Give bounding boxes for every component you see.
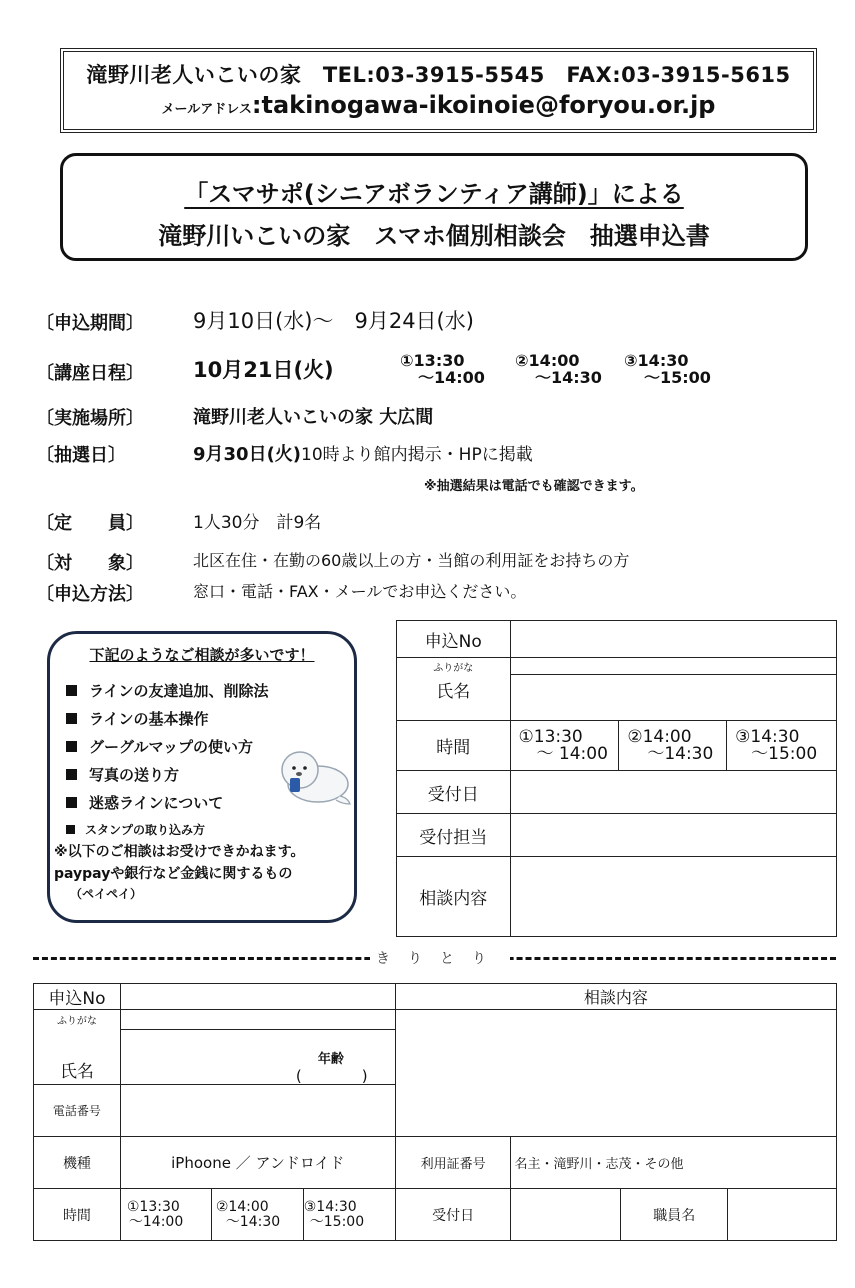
contact-email-line xyxy=(61,91,816,119)
receipt-model-value[interactable]: iPhoone ／ アンドロイド xyxy=(120,1137,395,1189)
target-value: 北区在住・在勤の60歳以上の方・当館の利用証をお持ちの方 xyxy=(193,551,630,570)
tips-note-1: ※以下のご相談はお受けできかねます。 xyxy=(54,844,305,860)
tips-item xyxy=(66,764,179,785)
time-label: 時間 xyxy=(397,721,511,771)
tips-item-label: 写真の送り方 xyxy=(89,766,180,784)
time-option-1-end: ～ 14:00 xyxy=(536,743,608,764)
receipt-name-field[interactable] xyxy=(120,1030,395,1085)
schedule-slot-1 xyxy=(400,352,485,386)
period-value: 9月10日(水)～ 9月24日(水) xyxy=(193,309,474,333)
schedule-slot-3 xyxy=(624,352,711,386)
receipt-time-label: 時間 xyxy=(34,1189,121,1241)
receipt-age-label: 年齢 xyxy=(317,1052,344,1067)
receipt-staff-name-label: 職員名 xyxy=(621,1189,728,1241)
receipt-furigana-label: ふりがな xyxy=(34,1010,121,1030)
method-label: 〔申込方法〕 xyxy=(36,584,144,605)
cut-label: きりとり xyxy=(370,948,510,968)
tips-item-label: ラインの友達追加、削除法 xyxy=(89,682,269,700)
time-option-2-end: ～14:30 xyxy=(647,743,714,764)
receipt-phone-field[interactable] xyxy=(120,1085,395,1137)
name-field[interactable] xyxy=(510,675,836,721)
schedule-slot-2 xyxy=(515,352,602,386)
schedule-label: 〔講座日程〕 xyxy=(36,363,144,384)
schedule-date: 10月21日(火) xyxy=(193,358,334,382)
receipt-table xyxy=(33,983,837,1241)
time-option-1[interactable] xyxy=(510,721,619,771)
receipt-card-no-label: 利用証番号 xyxy=(395,1137,511,1189)
slot-1-end: ～14:00 xyxy=(418,368,485,387)
title-line-1: 「スマサポ(シニアボランティア講師)」による xyxy=(184,180,684,208)
receipt-time-option-1[interactable] xyxy=(120,1189,211,1241)
slot-3-start: ③14:30 xyxy=(624,351,689,370)
lottery-value xyxy=(193,440,533,466)
capacity-label: 〔定 員〕 xyxy=(36,513,144,534)
slot-3-end: ～15:00 xyxy=(644,368,711,387)
receipt-model-label: 機種 xyxy=(34,1137,121,1189)
receipt-name-label: 氏名 xyxy=(34,1030,121,1085)
tips-item xyxy=(66,736,253,757)
receipt-slot-1-end: ～14:00 xyxy=(128,1213,184,1230)
venue-label: 〔実施場所〕 xyxy=(36,408,144,429)
receipt-slot-2-end: ～14:30 xyxy=(225,1213,281,1230)
receipt-content-field[interactable] xyxy=(395,1010,836,1137)
tips-item xyxy=(66,680,269,701)
time-option-3-end: ～15:00 xyxy=(751,743,818,764)
received-staff-label: 受付担当 xyxy=(397,814,511,857)
receipt-received-date-field[interactable] xyxy=(511,1189,621,1241)
tips-heading: 下記のようなご相談が多いです！ xyxy=(89,646,315,664)
receipt-card-value[interactable]: 名主・滝野川・志茂・その他 xyxy=(511,1137,837,1189)
lottery-note: ※抽選結果は電話でも確認できます。 xyxy=(424,479,644,494)
time-option-3[interactable] xyxy=(727,721,837,771)
received-staff-field[interactable] xyxy=(510,814,836,857)
slot-2-start: ②14:00 xyxy=(515,351,580,370)
common-consultations-box xyxy=(47,631,357,923)
slot-2-end: ～14:30 xyxy=(535,368,602,387)
lottery-rest: 10時より館内掲示・HPに掲載 xyxy=(301,445,533,465)
period-label: 〔申込期間〕 xyxy=(36,313,144,334)
title-line-2: 滝野川いこいの家 スマホ個別相談会 抽選申込書 xyxy=(158,222,710,250)
tips-small-item xyxy=(66,821,205,838)
tips-item xyxy=(66,708,209,729)
bullet-square-icon xyxy=(66,825,75,834)
email-address[interactable]: :takinogawa-ikoinoie@foryou.or.jp xyxy=(251,91,716,119)
contact-box xyxy=(60,48,817,133)
venue-value: 滝野川老人いこいの家 大広間 xyxy=(193,407,434,428)
name-label: 氏名 xyxy=(397,675,511,721)
tips-item-label: ラインの基本操作 xyxy=(89,710,209,728)
app-no-label: 申込No xyxy=(397,621,511,658)
application-form-table xyxy=(396,620,837,937)
receipt-app-no-field[interactable] xyxy=(120,984,395,1010)
time-option-2[interactable] xyxy=(619,721,727,771)
receipt-furigana-field[interactable] xyxy=(120,1010,395,1030)
method-value: 窓口・電話・FAX・メールでお申込ください。 xyxy=(193,582,527,601)
bullet-square-icon xyxy=(66,741,77,752)
receipt-age-paren: ( ) xyxy=(295,1067,368,1085)
received-date-label: 受付日 xyxy=(397,771,511,814)
time-option-2-start: ②14:00 xyxy=(627,726,692,747)
receipt-phone-label: 電話番号 xyxy=(34,1085,121,1137)
receipt-slot-3-start: ③14:30 xyxy=(303,1198,357,1215)
receipt-slot-2-start: ②14:00 xyxy=(215,1198,269,1215)
tips-item xyxy=(66,792,223,813)
tips-item-label: 迷惑ラインについて xyxy=(89,794,224,812)
receipt-slot-3-end: ～15:00 xyxy=(309,1213,365,1230)
receipt-time-option-2[interactable] xyxy=(211,1189,303,1241)
received-date-field[interactable] xyxy=(510,771,836,814)
receipt-content-label: 相談内容 xyxy=(395,984,836,1010)
furigana-label: ふりがな xyxy=(397,658,511,675)
lottery-date: 9月30日(火) xyxy=(193,444,302,465)
time-option-1-start: ①13:30 xyxy=(518,726,583,747)
target-label: 〔対 象〕 xyxy=(36,553,144,574)
bullet-square-icon xyxy=(66,797,77,808)
bullet-square-icon xyxy=(66,685,77,696)
lottery-label: 〔抽選日〕 xyxy=(36,445,126,466)
contact-phone-fax: 滝野川老人いこいの家 TEL:03-3915-5545 FAX:03-3915-5615 xyxy=(86,63,791,87)
receipt-time-option-3[interactable] xyxy=(303,1189,395,1241)
content-field[interactable] xyxy=(510,857,836,937)
furigana-field[interactable] xyxy=(510,658,836,675)
tips-small-item-label: スタンプの取り込み方 xyxy=(85,823,206,837)
tips-note-2: paypayや銀行など金銭に関するもの xyxy=(54,866,293,882)
bullet-square-icon xyxy=(66,769,77,780)
email-prefix: メールアドレス xyxy=(161,102,252,117)
app-no-field[interactable] xyxy=(510,621,836,658)
receipt-staff-name-field[interactable] xyxy=(728,1189,837,1241)
seal-mascot-icon xyxy=(274,746,352,808)
bullet-square-icon xyxy=(66,713,77,724)
receipt-received-date-label: 受付日 xyxy=(395,1189,511,1241)
receipt-slot-1-start: ①13:30 xyxy=(126,1198,180,1215)
tips-item-label: グーグルマップの使い方 xyxy=(89,738,253,756)
slot-1-start: ①13:30 xyxy=(400,351,465,370)
title-box xyxy=(60,153,808,261)
tips-note-3: （ペイペイ） xyxy=(70,887,143,901)
content-label: 相談内容 xyxy=(397,857,511,937)
capacity-value: 1人30分 計9名 xyxy=(193,513,322,533)
time-option-3-start: ③14:30 xyxy=(735,726,800,747)
receipt-app-no-label: 申込No xyxy=(34,984,121,1010)
